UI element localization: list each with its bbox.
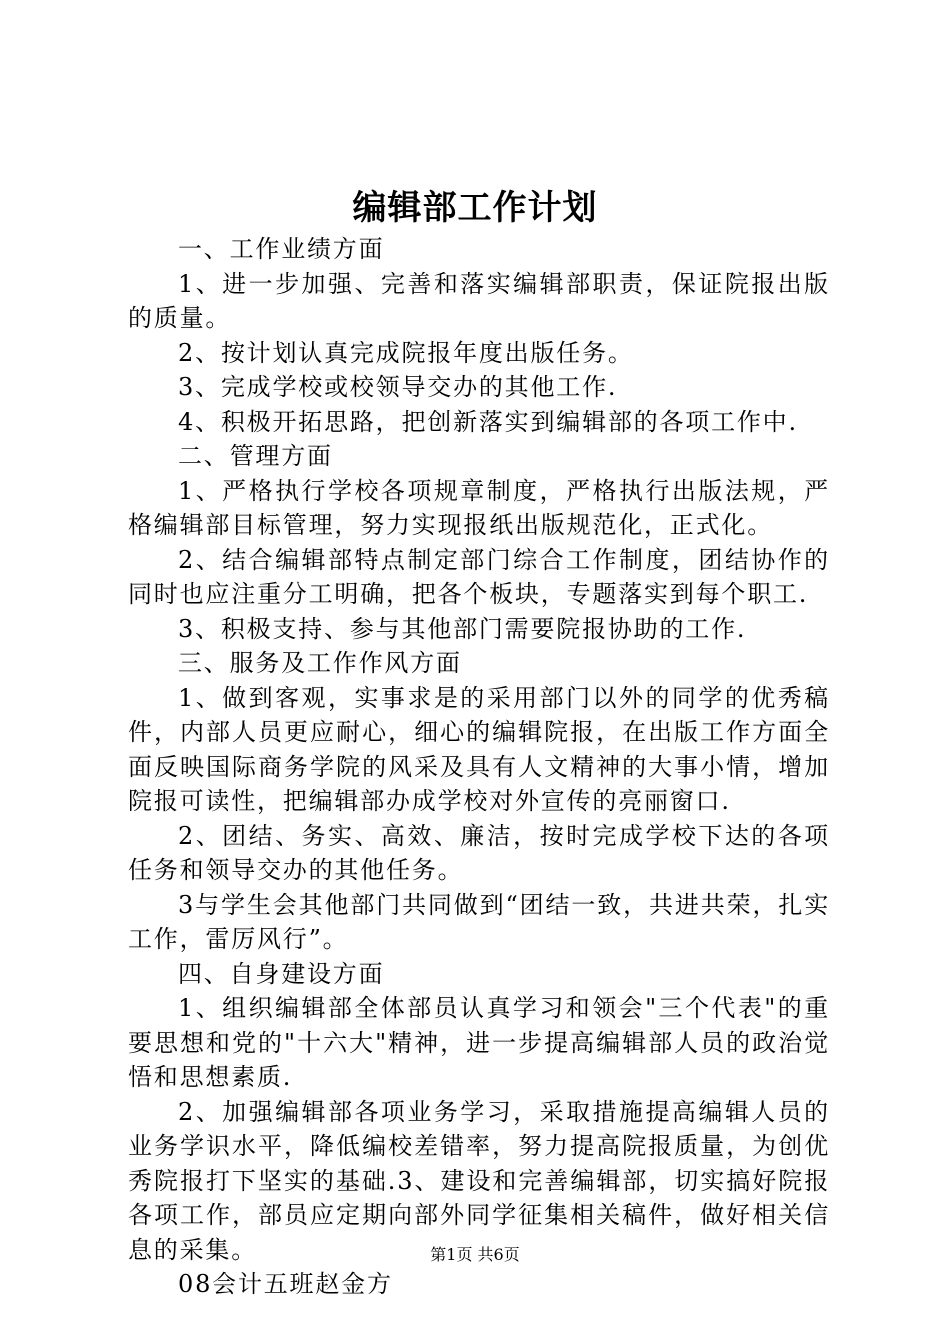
section-heading-self-building: 四、自身建设方面 (178, 959, 385, 988)
document-body (128, 232, 830, 1302)
paragraph: 4、积极开拓思路，把创新落实到编辑部的各项工作中. (178, 407, 798, 436)
paragraph: 1、严格执行学校各项规章制度，严格执行出版法规，严格编辑部目标管理，努力实现报纸出版规范化，正式化。 (128, 476, 830, 539)
paragraph: 3、积极支持、参与其他部门需要院报协助的工作. (178, 614, 747, 643)
paragraph: 2、团结、务实、高效、廉洁，按时完成学校下达的各项任务和领导交办的其他任务。 (128, 821, 830, 884)
paragraph: 1、做到客观，实事求是的采用部门以外的同学的优秀稿件，内部人员更应耐心，细心的编辑院报，在出版工作方面全面反映国际商务学院的风采及具有人文精神的大事小情，增加院报可读性，把编辑部办成学校对外宣传的亮丽窗口. (128, 683, 830, 815)
paragraph: 2、按计划认真完成院报年度出版任务。 (178, 338, 634, 367)
paragraph: 1、进一步加强、完善和落实编辑部职责，保证院报出版的质量。 (128, 269, 830, 332)
section-heading-management: 二、管理方面 (178, 442, 333, 470)
paragraph: 2、结合编辑部特点制定部门综合工作制度，团结协作的同时也应注重分工明确，把各个板块，专题落实到每个职工. (128, 545, 830, 608)
paragraph: 1、组织编辑部全体部员认真学习和领会"三个代表"的重要思想和党的"十六大"精神，进一步提高编辑部人员的政治觉悟和思想素质. (128, 994, 830, 1091)
document-title: 编辑部工作计划 (352, 188, 598, 228)
section-heading-service-style: 三、服务及工作作风方面 (178, 649, 462, 677)
paragraph: 3与学生会其他部门共同做到“团结一致，共进共荣，扎实工作，雷厉风行”。 (128, 890, 830, 953)
paragraph: 3、完成学校或校领导交办的其他工作. (178, 373, 618, 401)
section-heading-work-performance: 一、工作业绩方面 (178, 235, 385, 263)
paragraph: 2、加强编辑部各项业务学习，采取措施提高编辑人员的业务学识水平，降低编校差错率，努力提高院报质量，为创优秀院报打下坚实的基础.3、建设和完善编辑部，切实搞好院报各项工作，部员应定期向部外同学征集相关稿件，做好相关信息的采集。 (128, 1097, 830, 1264)
page-number-footer: 第1页 共6页 (430, 1245, 520, 1264)
author-signature: 08会计五班赵金方 (178, 1270, 393, 1298)
